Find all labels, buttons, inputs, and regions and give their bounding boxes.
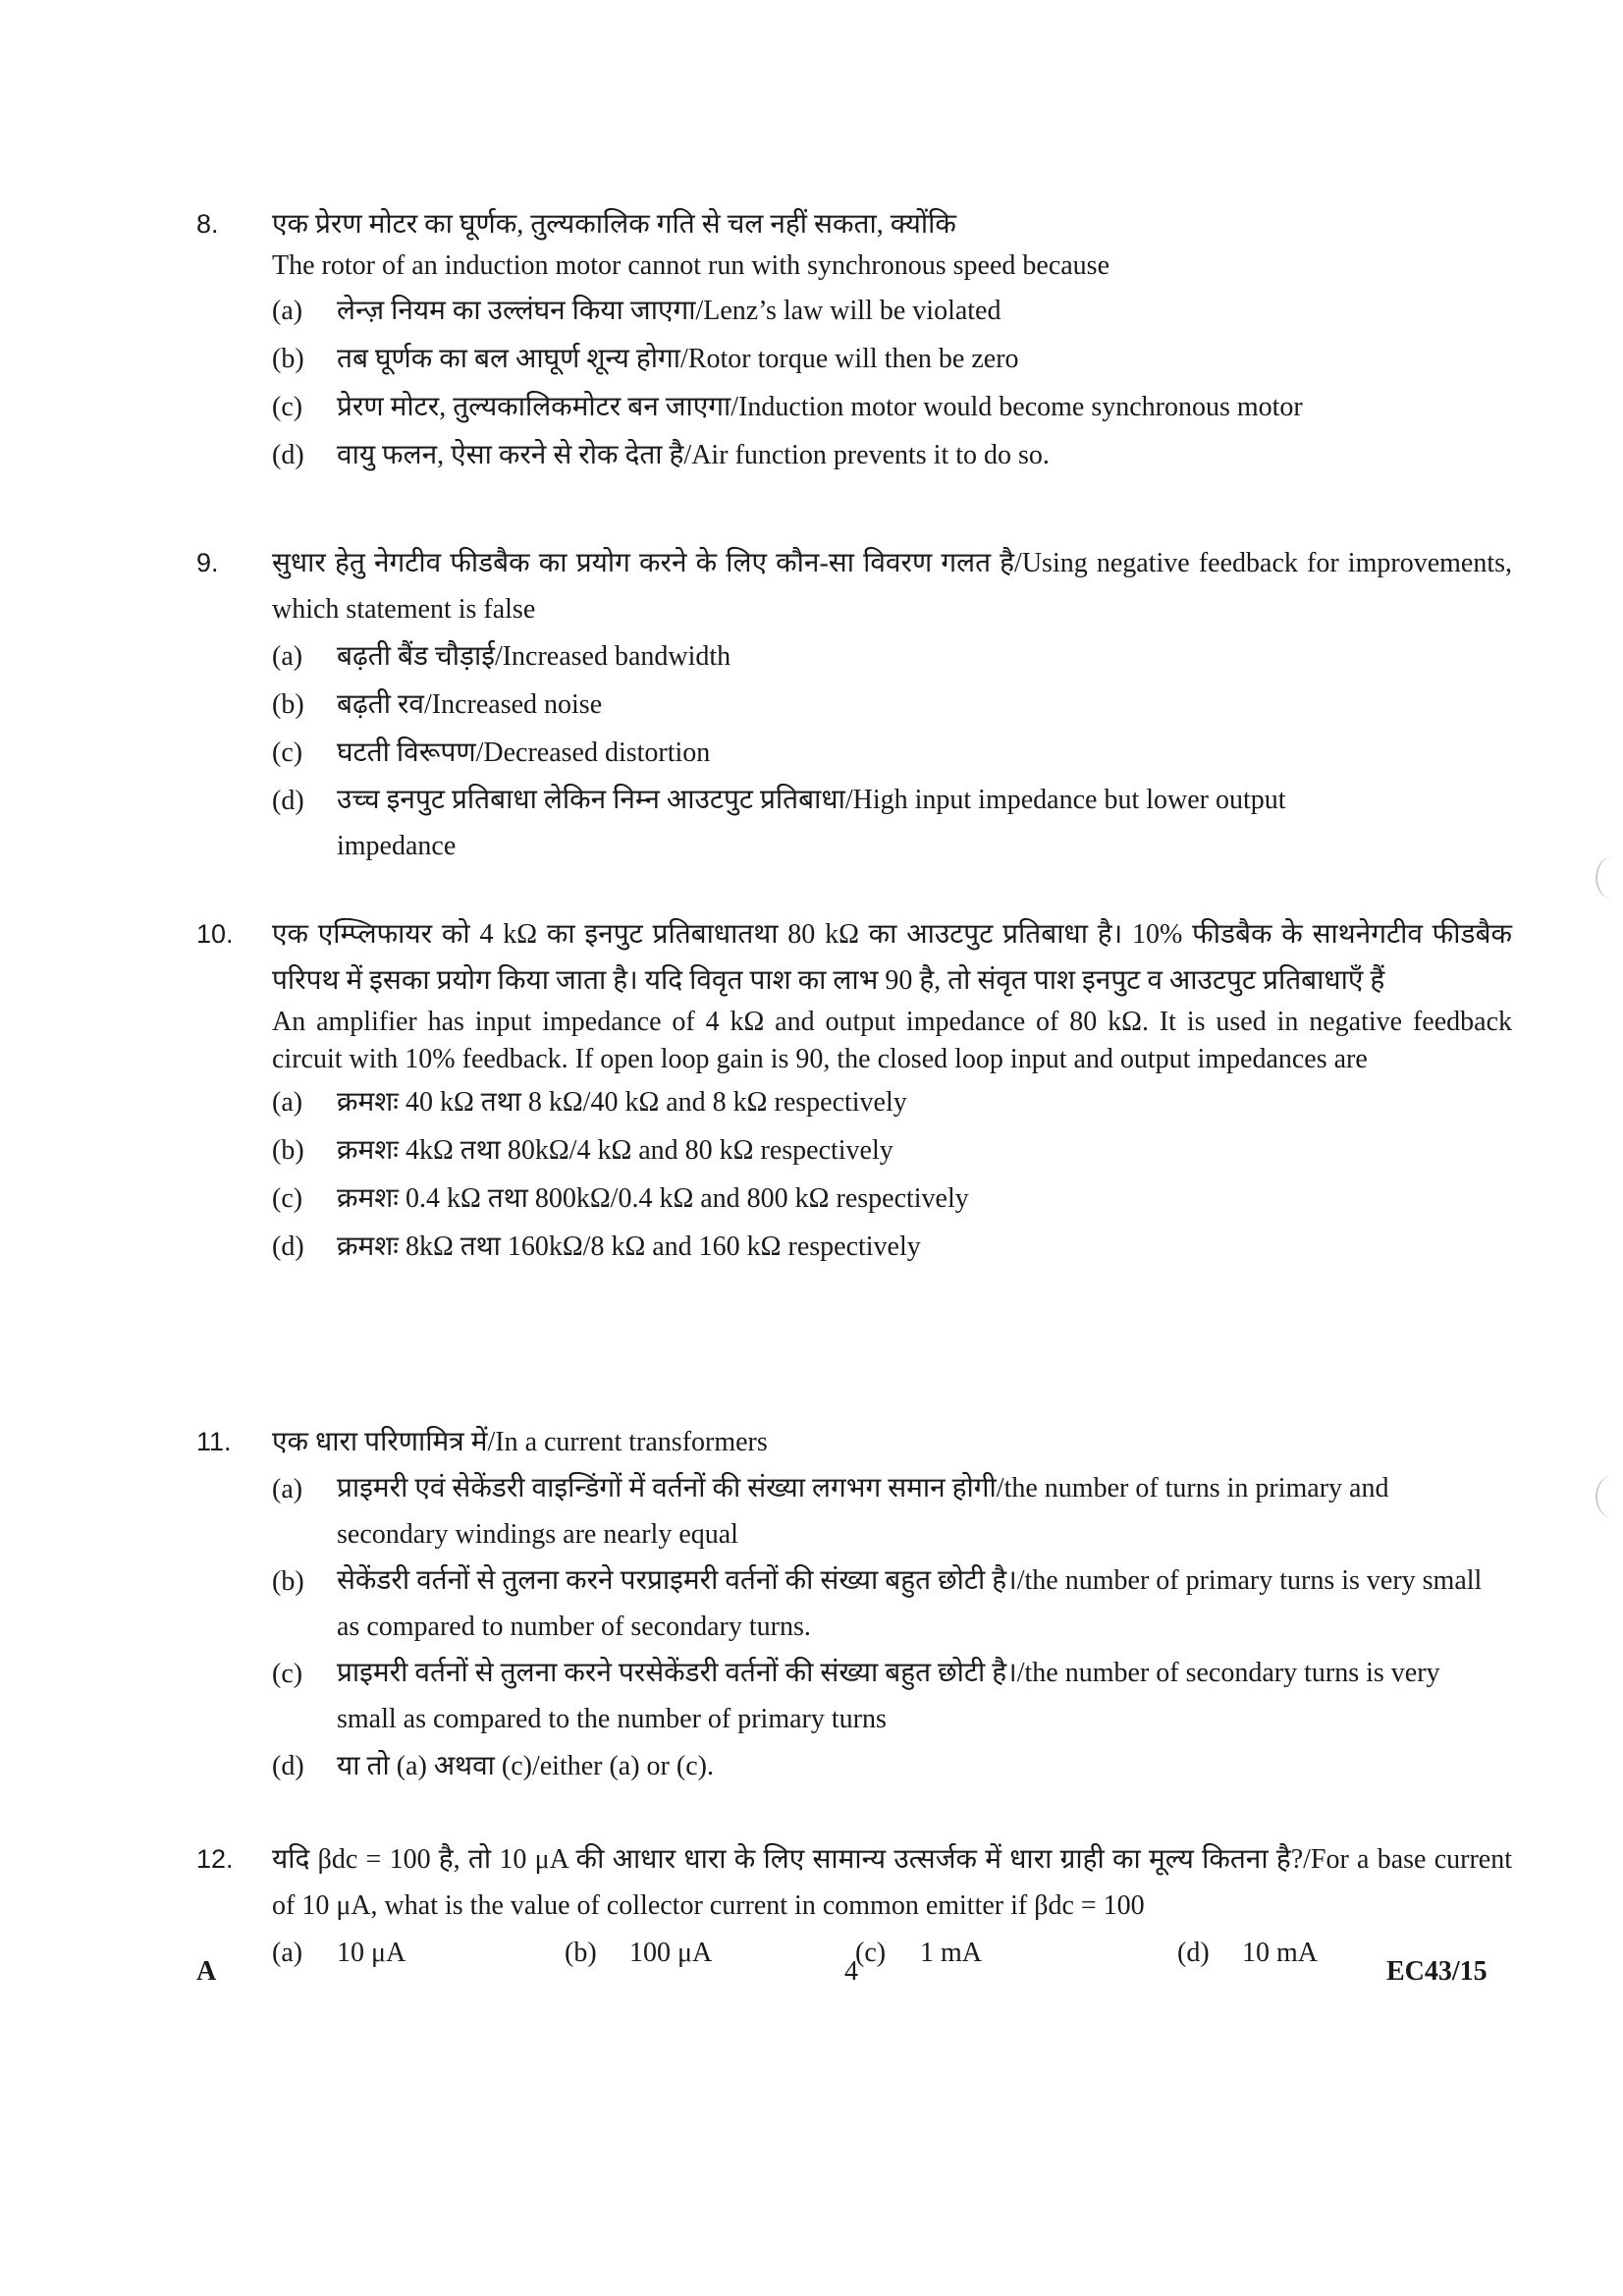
option-c [272, 729, 1512, 777]
option-label: (a) [272, 296, 303, 326]
question-number: 8. [196, 209, 219, 239]
option-text: क्रमशः 0.4 kΩ तथा 800kΩ/0.4 kΩ and 800 kΩ respectively [337, 1183, 969, 1214]
option-text: क्रमशः 4kΩ तथा 80kΩ/4 kΩ and 80 kΩ respectively [337, 1135, 893, 1166]
option-label: (c) [272, 1659, 303, 1689]
option-label: (d) [272, 1751, 304, 1781]
option-text: क्रमशः 40 kΩ तथा 8 kΩ/40 kΩ and 8 kΩ respectively [337, 1087, 907, 1118]
option-text: क्रमशः 8kΩ तथा 160kΩ/8 kΩ and 160 kΩ respectively [337, 1231, 921, 1262]
option-a [272, 632, 1512, 681]
question-stem-hindi: यदि βdc = 100 है, तो 10 μA की आधार धारा के लिए सामान्य उत्सर्जक में धारा ग्राही का मूल्य कितना है?/For a base current of 10 μA, what is the value of collector current in common emitter if βdc = 100 [272, 1844, 1512, 1921]
option-label: (a) [272, 1474, 303, 1504]
option-b [272, 681, 1512, 729]
question-stem-hindi: एक धारा परिणामित्र में/In a current transformers [272, 1427, 768, 1457]
option-label: (a) [272, 1938, 303, 1968]
option-a [272, 287, 1512, 335]
question-number: 10. [196, 919, 234, 949]
option-row [272, 1929, 1512, 1977]
option-text: तब घूर्णक का बल आघूर्ण शून्य होगा/Rotor torque will then be zero [337, 344, 1019, 374]
question-10 [196, 911, 1512, 1271]
option-label: (c) [272, 1183, 303, 1214]
option-d [272, 1742, 1512, 1790]
option-label: (b) [565, 1938, 597, 1968]
option-label: (a) [272, 641, 303, 672]
question-number: 9. [196, 548, 219, 577]
option-b [565, 1929, 855, 1977]
option-c [272, 383, 1512, 431]
page-number: 4 [844, 1956, 858, 1987]
option-label: (b) [272, 689, 304, 720]
option-text: 10 μA [337, 1938, 406, 1968]
option-label: (b) [272, 1135, 304, 1166]
option-b [272, 1126, 1512, 1175]
question-stem-english: An amplifier has input impedance of 4 kΩ and output impedance of 80 kΩ. It is used in negative feedback circuit with 10% feedback. If open loop gain is 90, the closed loop input and output impedances are [272, 1007, 1512, 1074]
question-11 [196, 1419, 1512, 1790]
option-d [272, 777, 1512, 869]
option-text: घटती विरूपण/Decreased distortion [337, 738, 711, 768]
option-label: (d) [272, 440, 304, 470]
option-d [272, 431, 1512, 479]
option-text: 1 mA [920, 1938, 982, 1968]
option-text: प्रेरण मोटर, तुल्यकालिकमोटर बन जाएगा/Induction motor would become synchronous motor [337, 392, 1303, 422]
option-text: प्राइमरी वर्तनों से तुलना करने परसेकेंडरी वर्तनों की संख्या बहुत छोटी है।/the number of secondary turns is very small as compared to the number of primary turns [337, 1658, 1440, 1734]
question-number: 12. [196, 1844, 234, 1874]
option-text: लेन्ज़ नियम का उल्लंघन किया जाएगा/Lenz’s law will be violated [337, 296, 1001, 326]
option-a [272, 1078, 1512, 1126]
option-c [272, 1175, 1512, 1223]
option-label: (c) [272, 738, 303, 768]
option-d [272, 1223, 1512, 1271]
paper-code: EC43/15 [1386, 1956, 1488, 1987]
option-label: (d) [1177, 1938, 1210, 1968]
punch-hole-mark [1596, 1475, 1623, 1518]
question-stem-hindi: एक प्रेरण मोटर का घूर्णक, तुल्यकालिक गति से चल नहीं सकता, क्योंकि [272, 209, 956, 240]
question-stem-hindi: सुधार हेतु नेगटीव फीडबैक का प्रयोग करने के लिए कौन-सा विवरण गलत है/Using negative feedback for improvements, which statement is false [272, 548, 1512, 625]
punch-hole-mark [1596, 856, 1623, 900]
question-9 [196, 540, 1512, 869]
option-text: बढ़ती रव/Increased noise [337, 689, 603, 720]
option-text: या तो (a) अथवा (c)/either (a) or (c). [337, 1751, 714, 1781]
option-label: (a) [272, 1087, 303, 1118]
option-label: (c) [272, 392, 303, 422]
option-label: (b) [272, 1566, 304, 1597]
option-text: प्राइमरी एवं सेकेंडरी वाइन्डिंगों में वर्तनों की संख्या लगभग समान होगी/the number of turns in primary and secondary windings are nearly equal [337, 1473, 1389, 1550]
option-text: बढ़ती बैंड चौड़ाई/Increased bandwidth [337, 641, 731, 672]
question-stem-hindi: एक एम्प्लिफायर को 4 kΩ का इनपुट प्रतिबाधातथा 80 kΩ का आउटपुट प्रतिबाधा है। 10% फीडबैक के साथनेगटीव फीडबैक परिपथ में इसका प्रयोग किया जाता है। यदि विवृत पाश का लाभ 90 है, तो संवृत पाश इनपुट व आउटपुट प्रतिबाधाएँ हैं [272, 919, 1512, 996]
option-label: (d) [272, 1231, 304, 1262]
option-c [855, 1929, 1177, 1977]
option-a [272, 1465, 1512, 1558]
option-label: (b) [272, 344, 304, 374]
option-c [272, 1650, 1512, 1742]
question-number: 11. [196, 1427, 232, 1456]
option-a [272, 1929, 565, 1977]
series-code: A [196, 1956, 217, 1987]
option-b [272, 1558, 1512, 1650]
option-text: 100 μA [629, 1938, 713, 1968]
option-b [272, 335, 1512, 383]
option-text: उच्च इनपुट प्रतिबाधा लेकिन निम्न आउटपुट प्रतिबाधा/High input impedance but lower output impedance [337, 785, 1286, 861]
question-stem-english: The rotor of an induction motor cannot run with synchronous speed because [272, 250, 1110, 281]
option-label: (c) [855, 1938, 887, 1968]
option-text: 10 mA [1242, 1938, 1318, 1968]
option-text: वायु फलन, ऐसा करने से रोक देता है/Air function prevents it to do so. [337, 440, 1050, 470]
question-8 [196, 201, 1512, 479]
option-label: (d) [272, 786, 304, 816]
option-d [1177, 1929, 1318, 1977]
option-text: सेकेंडरी वर्तनों से तुलना करने परप्राइमरी वर्तनों की संख्या बहुत छोटी है।/the number of primary turns is very small as compared to number of secondary turns. [337, 1565, 1483, 1642]
